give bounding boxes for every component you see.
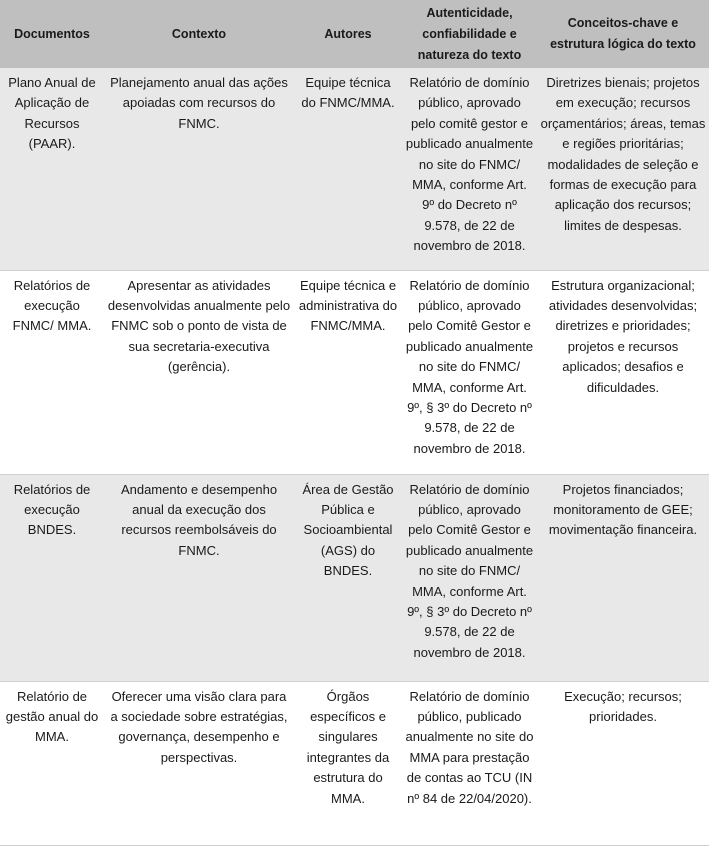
cell-conceitos: Projetos financiados; monitoramento de GEE; movimentação financeira.	[537, 474, 709, 681]
cell-contexto: Apresentar as atividades desenvolvidas anualmente pelo FNMC sob o ponto de vista de sua secretaria-executiva (gerência).	[104, 270, 294, 474]
cell-autores: Equipe técnica do FNMC/MMA.	[294, 68, 402, 270]
header-autores: Autores	[294, 0, 402, 68]
cell-contexto: Andamento e desempenho anual da execução dos recursos reembolsáveis do FNMC.	[104, 474, 294, 681]
table-row	[0, 474, 709, 681]
cell-conceitos: Estrutura organizacional; atividades desenvolvidas; diretrizes e prioridades; projetos e recursos aplicados; desafios e dificuldades.	[537, 270, 709, 474]
cell-conceitos: Diretrizes bienais; projetos em execução; recursos orçamentários; áreas, temas e regiões prioritárias; modalidades de seleção e formas de execução para aplicação dos recursos; limites de despesas.	[537, 68, 709, 270]
cell-autores: Equipe técnica e administrativa do FNMC/MMA.	[294, 270, 402, 474]
cell-autenticidade: Relatório de domínio público, aprovado pelo Comitê Gestor e publicado anualmente no site do FNMC/ MMA, conforme Art. 9º, § 3º do Decreto nº 9.578, de 22 de novembro de 2018.	[402, 270, 537, 474]
cell-autenticidade: Relatório de domínio público, aprovado pelo comitê gestor e publicado anualmente no site do FNMC/ MMA, conforme Art. 9º do Decreto nº 9.578, de 22 de novembro de 2018.	[402, 68, 537, 270]
header-autenticidade: Autenticidade, confiabilidade e natureza do texto	[402, 0, 537, 68]
header-documentos: Documentos	[0, 0, 104, 68]
cell-contexto: Planejamento anual das ações apoiadas com recursos do FNMC.	[104, 68, 294, 270]
table-row	[0, 681, 709, 845]
cell-documento: Relatórios de execução BNDES.	[0, 474, 104, 681]
cell-conceitos: Execução; recursos; prioridades.	[537, 681, 709, 845]
cell-autenticidade: Relatório de domínio público, aprovado pelo Comitê Gestor e publicado anualmente no site do FNMC/ MMA, conforme Art. 9º, § 3º do Decreto nº 9.578, de 22 de novembro de 2018.	[402, 474, 537, 681]
header-row	[0, 0, 709, 68]
cell-autenticidade: Relatório de domínio público, publicado anualmente no site do MMA para prestação de contas ao TCU (IN nº 84 de 22/04/2020).	[402, 681, 537, 845]
header-conceitos: Conceitos-chave e estrutura lógica do texto	[537, 0, 709, 68]
table-row	[0, 270, 709, 474]
cell-autores: Área de Gestão Pública e Socioambiental (AGS) do BNDES.	[294, 474, 402, 681]
cell-contexto: Oferecer uma visão clara para a sociedade sobre estratégias, governança, desempenho e perspectivas.	[104, 681, 294, 845]
header-contexto: Contexto	[104, 0, 294, 68]
cell-documento: Relatório de gestão anual do MMA.	[0, 681, 104, 845]
cell-autores: Órgãos específicos e singulares integrantes da estrutura do MMA.	[294, 681, 402, 845]
cell-documento: Relatórios de execução FNMC/ MMA.	[0, 270, 104, 474]
cell-documento: Plano Anual de Aplicação de Recursos (PAAR).	[0, 68, 104, 270]
table-row	[0, 68, 709, 270]
